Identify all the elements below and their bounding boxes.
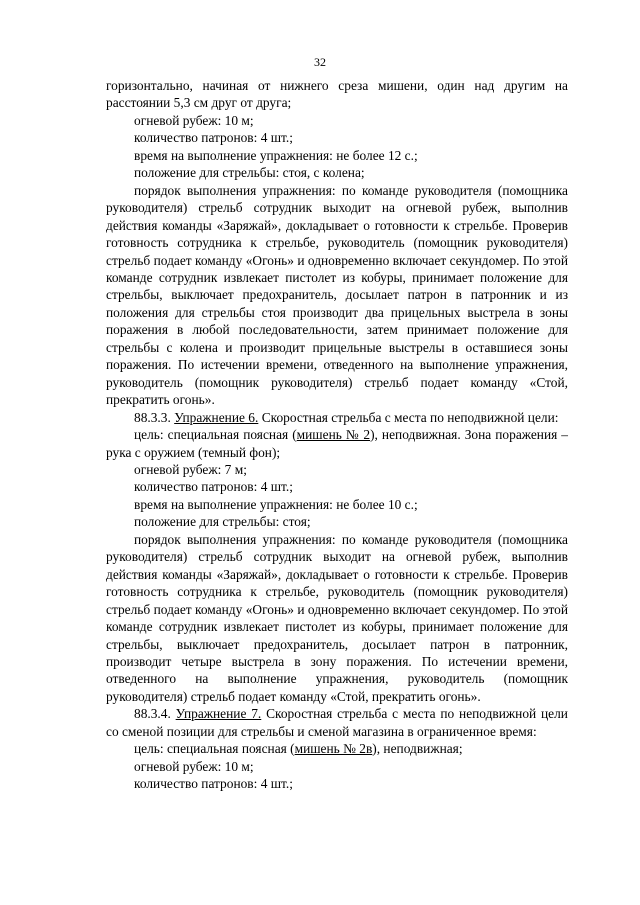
target-suffix: ), неподвижная. Зона поражения – рука с оружием (темный фон);	[106, 427, 568, 460]
paragraph-firing-line: огневой рубеж: 10 м;	[134, 758, 254, 774]
target-reference: мишень № 2в	[294, 741, 373, 757]
exercise-description: Скоростная стрельба с места по неподвижной цели со сменой позиции для стрельбы и сменой магазина в ограниченное время:	[106, 706, 568, 739]
paragraph-procedure: порядок выполнения упражнения: по команде руководителя (помощника руководителя) стрельб сотрудник выходит на огневой рубеж, выполнив действия команды «Заряжай», докладывает о готовности к стрельбе. Проверив готовность сотрудника к стрельбе, руководитель (помощник руководителя) стрельб подает команду «Огонь» и одновременно включает секундомер. По этой команде сотрудник извлекает пистолет из кобуры, принимает положение для стрельбы, выключает предохранитель, досылает патрон в патронник, производит четыре выстрела в зону поражения. По истечении времени, отведенного на выполнение упражнения, руководитель (помощник руководителя) стрельб подает команду «Стой, прекратить огонь».	[106, 531, 568, 704]
section-number: 88.3.3.	[134, 409, 171, 425]
paragraph-time-limit: время на выполнение упражнения: не более 10 с.;	[134, 496, 418, 512]
section-heading-exercise-7	[106, 705, 568, 740]
paragraph-rounds-count: количество патронов: 4 шт.;	[134, 130, 293, 146]
paragraph-firing-position: положение для стрельбы: стоя;	[134, 514, 311, 530]
paragraph-rounds-count: количество патронов: 4 шт.;	[134, 776, 293, 792]
paragraph-target	[106, 740, 568, 757]
paragraph-firing-position: положение для стрельбы: стоя, с колена;	[134, 165, 365, 181]
paragraph-firing-line: огневой рубеж: 10 м;	[134, 112, 254, 128]
target-reference: мишень № 2	[296, 427, 371, 443]
paragraph-procedure: порядок выполнения упражнения: по команде руководителя (помощника руководителя) стрельб сотрудник выходит на огневой рубеж, выполнив действия команды «Заряжай», докладывает о готовности к стрельбе. Проверив готовность сотрудника к стрельбе, руководитель (помощник руководителя) стрельб подает команду «Огонь» и одновременно включает секундомер. По этой команде сотрудник извлекает пистолет из кобуры, принимает положение для стрельбы, выключает предохранитель, досылает патрон в патронник и из положения для стрельбы стоя производит два прицельных выстрела в зоны поражения в любой последовательности, затем принимает положение для стрельбы с колена и производит прицельные выстрелы в оставшиеся зоны поражения. По истечении времени, отведенного на выполнение упражнения, руководитель (помощник руководителя) стрельб подает команду «Стой, прекратить огонь».	[106, 182, 568, 408]
paragraph-rounds-count: количество патронов: 4 шт.;	[134, 479, 293, 495]
target-prefix: цель: специальная поясная (	[134, 741, 295, 757]
exercise-description: Скоростная стрельба с места по неподвижной цели:	[261, 409, 559, 425]
paragraph-time-limit: время на выполнение упражнения: не более 12 с.;	[134, 147, 418, 163]
exercise-title: Упражнение 7.	[175, 706, 262, 722]
target-prefix: цель: специальная поясная (	[134, 427, 297, 443]
section-heading-exercise-6	[106, 409, 568, 426]
paragraph-firing-line: огневой рубеж: 7 м;	[134, 461, 247, 477]
exercise-title: Упражнение 6.	[174, 409, 259, 425]
target-suffix: ), неподвижная;	[372, 741, 463, 757]
paragraph-continuation: горизонтально, начиная от нижнего среза мишени, один над другим на расстоянии 5,3 см друг от друга;	[106, 78, 568, 111]
paragraph-target	[106, 426, 568, 461]
section-number: 88.3.4.	[134, 706, 171, 722]
document-body	[106, 77, 568, 793]
page-number: 32	[314, 55, 326, 69]
